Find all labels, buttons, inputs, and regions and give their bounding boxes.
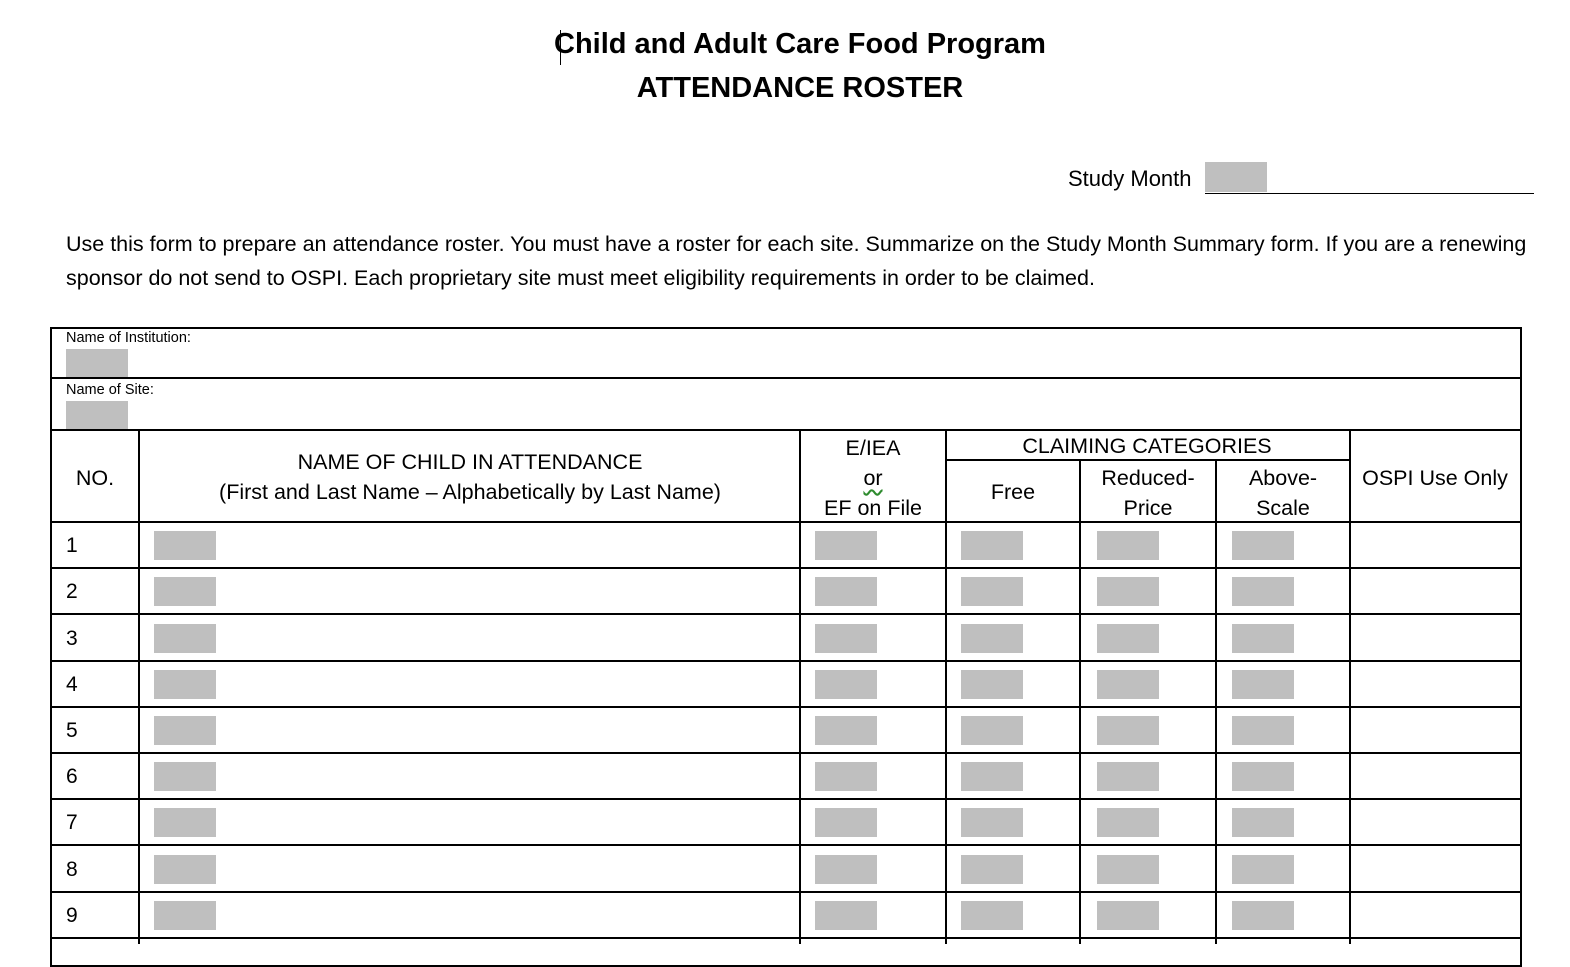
col-header-eiea-ef: EF on File xyxy=(824,496,922,520)
col-line xyxy=(1215,459,1217,944)
row-divider xyxy=(50,752,1522,754)
child-name-field[interactable] xyxy=(154,901,216,930)
above-scale-field[interactable] xyxy=(1232,901,1294,930)
free-field[interactable] xyxy=(961,855,1023,884)
eiea-field[interactable] xyxy=(815,901,877,930)
above-scale-field[interactable] xyxy=(1232,531,1294,560)
roster-table xyxy=(50,327,1522,967)
eiea-field[interactable] xyxy=(815,670,877,699)
col-line xyxy=(945,429,947,944)
claiming-categories-header: CLAIMING CATEGORIES xyxy=(1022,434,1272,458)
row-number: 7 xyxy=(66,811,78,834)
row-divider xyxy=(50,891,1522,893)
row-divider xyxy=(50,567,1522,569)
study-month-label: Study Month xyxy=(1068,166,1192,191)
institution-label: Name of Institution: xyxy=(66,330,191,346)
reduced-price-field[interactable] xyxy=(1097,716,1159,745)
row-divider xyxy=(50,613,1522,615)
col-header-reduced: Reduced- xyxy=(1101,466,1195,490)
col-header-free: Free xyxy=(990,480,1036,504)
free-field[interactable] xyxy=(961,624,1023,653)
instructions-text: Use this form to prepare an attendance roster. You must have a roster for each site. Summarize on the Study Month Summary form. If you are a renewing sponsor do not send to OSPI. Each proprietary site must meet eligibility requirements in order to be claimed. xyxy=(66,232,1527,290)
above-scale-field[interactable] xyxy=(1232,762,1294,791)
child-name-field[interactable] xyxy=(154,762,216,791)
row-number: 3 xyxy=(66,627,78,650)
col-line xyxy=(1349,429,1351,944)
col-line xyxy=(138,429,140,944)
free-field[interactable] xyxy=(961,670,1023,699)
col-header-above: Above- xyxy=(1248,466,1318,490)
divider xyxy=(50,377,1522,379)
study-month-underline xyxy=(1205,193,1534,194)
free-field[interactable] xyxy=(961,716,1023,745)
reduced-price-field[interactable] xyxy=(1097,855,1159,884)
free-field[interactable] xyxy=(961,531,1023,560)
row-divider xyxy=(50,660,1522,662)
child-name-field[interactable] xyxy=(154,716,216,745)
child-name-field[interactable] xyxy=(154,855,216,884)
eiea-field[interactable] xyxy=(815,531,877,560)
eiea-field[interactable] xyxy=(815,716,877,745)
col-line xyxy=(799,429,801,944)
reduced-price-field[interactable] xyxy=(1097,531,1159,560)
study-month-field[interactable] xyxy=(1205,162,1267,192)
row-number: 9 xyxy=(66,904,78,927)
col-header-name-sub: (First and Last Name – Alphabetically by Last Name) xyxy=(219,480,721,504)
row-number: 5 xyxy=(66,719,78,742)
free-field[interactable] xyxy=(961,762,1023,791)
claiming-divider xyxy=(946,459,1350,461)
col-header-name: NAME OF CHILD IN ATTENDANCE xyxy=(297,450,643,474)
row-number: 2 xyxy=(66,580,78,603)
above-scale-field[interactable] xyxy=(1232,670,1294,699)
free-field[interactable] xyxy=(961,901,1023,930)
child-name-field[interactable] xyxy=(154,670,216,699)
col-header-no: NO. xyxy=(75,466,115,490)
page-subtitle: ATTENDANCE ROSTER xyxy=(636,72,964,104)
free-field[interactable] xyxy=(961,577,1023,606)
reduced-price-field[interactable] xyxy=(1097,901,1159,930)
row-divider xyxy=(50,937,1522,939)
col-line xyxy=(1079,459,1081,944)
eiea-field[interactable] xyxy=(815,577,877,606)
col-header-above-scale: Scale xyxy=(1256,496,1310,520)
eiea-field[interactable] xyxy=(815,855,877,884)
col-header-ospi: OSPI Use Only xyxy=(1362,466,1508,490)
free-field[interactable] xyxy=(961,808,1023,837)
reduced-price-field[interactable] xyxy=(1097,762,1159,791)
reduced-price-field[interactable] xyxy=(1097,808,1159,837)
row-divider xyxy=(50,844,1522,846)
eiea-field[interactable] xyxy=(815,808,877,837)
site-label: Name of Site: xyxy=(66,382,154,398)
reduced-price-field[interactable] xyxy=(1097,670,1159,699)
page-title: Child and Adult Care Food Program xyxy=(554,28,1046,60)
child-name-field[interactable] xyxy=(154,808,216,837)
reduced-price-field[interactable] xyxy=(1097,577,1159,606)
child-name-field[interactable] xyxy=(154,624,216,653)
row-number: 1 xyxy=(66,534,78,557)
eiea-field[interactable] xyxy=(815,762,877,791)
above-scale-field[interactable] xyxy=(1232,577,1294,606)
institution-field[interactable] xyxy=(66,349,128,377)
child-name-field[interactable] xyxy=(154,577,216,606)
reduced-price-field[interactable] xyxy=(1097,624,1159,653)
above-scale-field[interactable] xyxy=(1232,624,1294,653)
header-bottom-line xyxy=(50,521,1522,523)
row-number: 8 xyxy=(66,858,78,881)
row-divider xyxy=(50,798,1522,800)
child-name-field[interactable] xyxy=(154,531,216,560)
col-header-eiea-or: or xyxy=(863,466,883,490)
above-scale-field[interactable] xyxy=(1232,808,1294,837)
row-number: 6 xyxy=(66,765,78,788)
col-header-eiea: E/IEA xyxy=(845,436,901,460)
above-scale-field[interactable] xyxy=(1232,855,1294,884)
above-scale-field[interactable] xyxy=(1232,716,1294,745)
eiea-field[interactable] xyxy=(815,624,877,653)
row-divider xyxy=(50,706,1522,708)
col-header-reduced-price: Price xyxy=(1123,496,1173,520)
site-field[interactable] xyxy=(66,401,128,429)
row-number: 4 xyxy=(66,673,78,696)
